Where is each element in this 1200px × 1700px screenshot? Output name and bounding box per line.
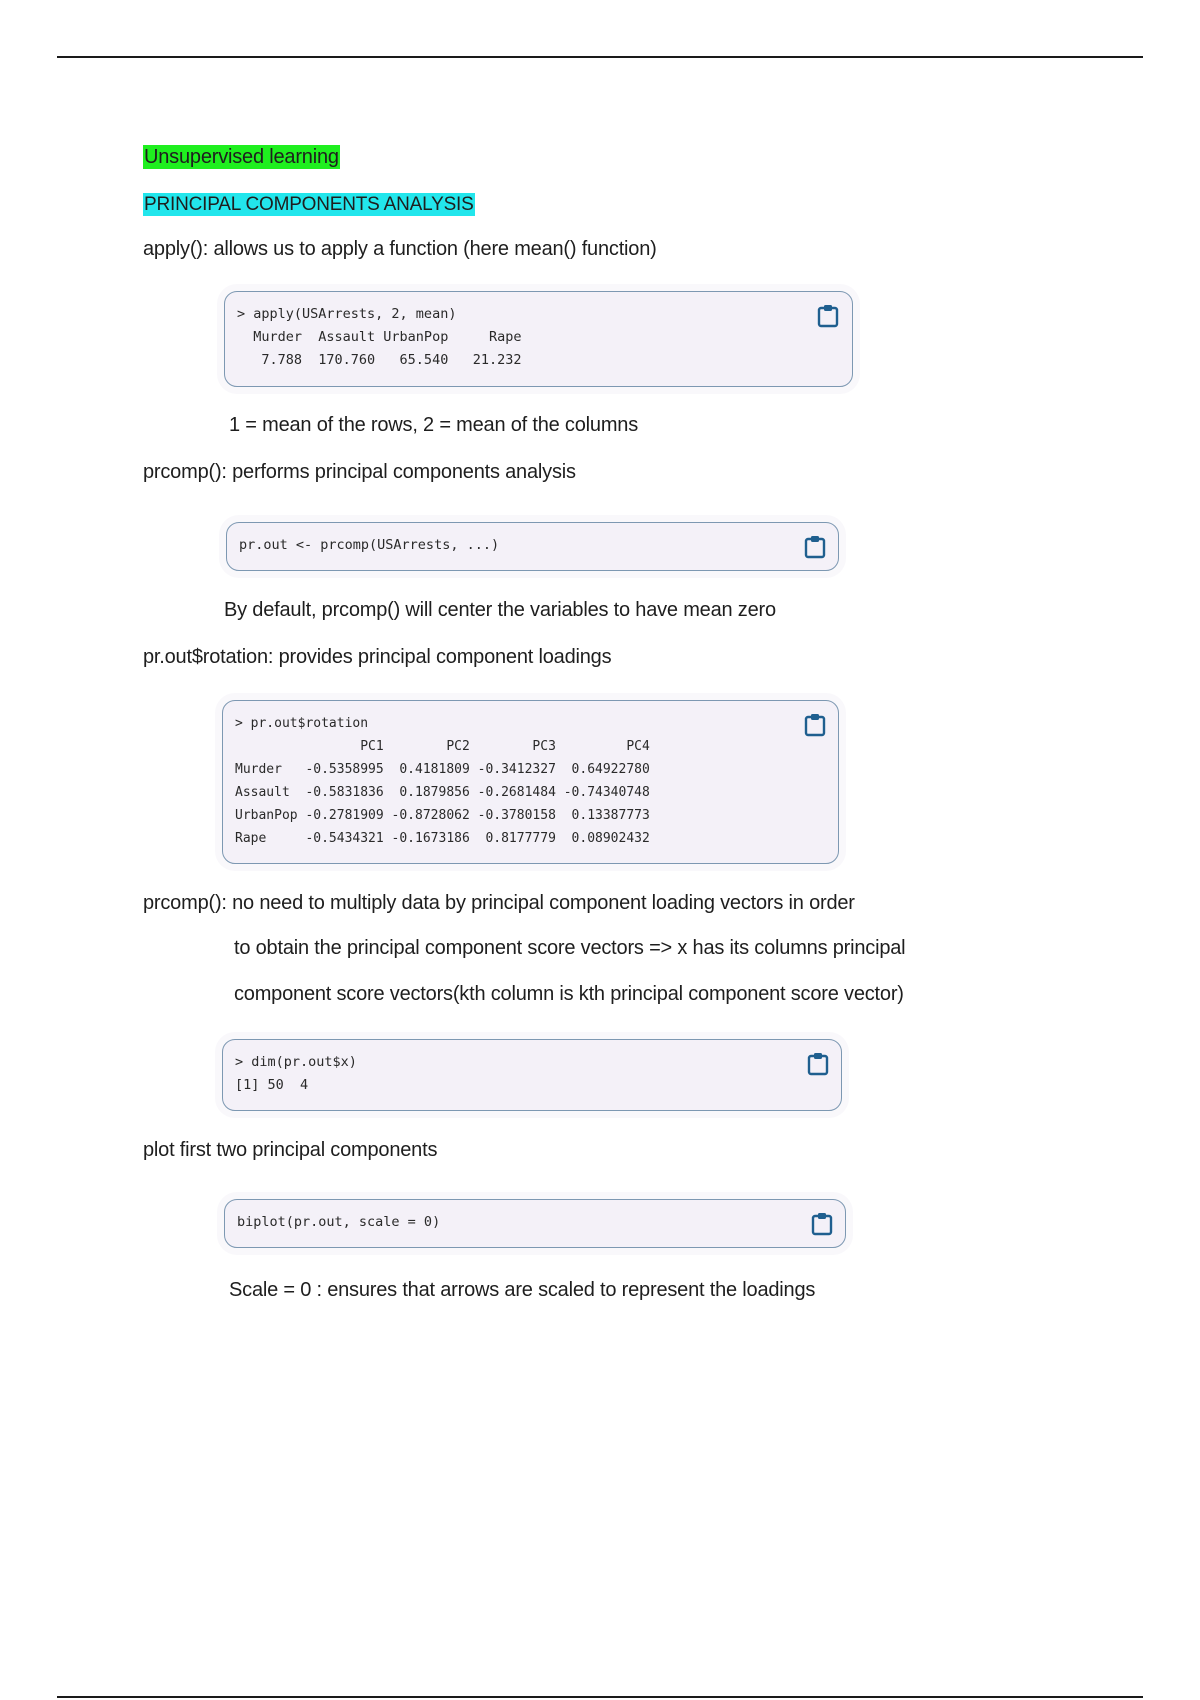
scale-note: Scale = 0 : ensures that arrows are scaled to represent the loadings xyxy=(229,1279,816,1301)
rotation-description: pr.out$rotation: provides principal component loadings xyxy=(143,646,612,668)
prcomp-no-need-line-3: component score vectors(kth column is kth principal component score vector) xyxy=(234,983,904,1005)
heading-pca-text: PRINCIPAL COMPONENTS ANALYSIS xyxy=(144,194,474,215)
heading-unsupervised-learning xyxy=(143,145,340,169)
code-text-prcomp: pr.out <- prcomp(USArrests, ...) xyxy=(239,537,500,553)
code-text-biplot: biplot(pr.out, scale = 0) xyxy=(237,1214,441,1230)
header-rule xyxy=(57,56,1143,58)
code-text-dim: > dim(pr.out$x) [1] 50 4 xyxy=(235,1054,357,1093)
clipboard-icon[interactable] xyxy=(804,713,826,737)
code-block-apply xyxy=(224,291,853,387)
code-text-apply: > apply(USArrests, 2, mean) Murder Assault UrbanPop Rape 7.788 170.760 65.540 21.232 xyxy=(237,306,522,368)
code-block-prcomp xyxy=(226,522,839,571)
plot-description: plot first two principal components xyxy=(143,1139,438,1161)
apply-description: apply(): allows us to apply a function (here mean() function) xyxy=(143,238,657,260)
clipboard-icon[interactable] xyxy=(817,304,839,328)
prcomp-no-need-line-1: prcomp(): no need to multiply data by principal component loading vectors in order xyxy=(143,892,855,914)
heading-principal-components-analysis xyxy=(143,192,475,217)
code-block-biplot xyxy=(224,1199,846,1248)
prcomp-note: By default, prcomp() will center the variables to have mean zero xyxy=(224,599,776,621)
prcomp-no-need-line-2: to obtain the principal component score vectors => x has its columns principal xyxy=(234,937,906,959)
heading-unsupervised-text: Unsupervised learning xyxy=(144,146,339,168)
code-block-rotation xyxy=(222,700,839,864)
clipboard-icon[interactable] xyxy=(804,535,826,559)
clipboard-icon[interactable] xyxy=(807,1052,829,1076)
code-block-dim xyxy=(222,1039,842,1111)
code-text-rotation: > pr.out$rotation PC1 PC2 PC3 PC4 Murder -0.5358995 0.4181809 -0.3412327 0.64922780 Assault -0.5831836 0.1879856 -0.2681484 -0.74340748 UrbanPop -0.2781909 -0.8728062 -0.3780158 0.13387773 Rape -0.5434321 -0.1673186 0.8177779 0.08902432 xyxy=(235,716,650,846)
apply-note: 1 = mean of the rows, 2 = mean of the columns xyxy=(229,414,639,436)
footer-rule xyxy=(57,1696,1143,1698)
clipboard-icon[interactable] xyxy=(811,1212,833,1236)
prcomp-description: prcomp(): performs principal components analysis xyxy=(143,461,576,483)
